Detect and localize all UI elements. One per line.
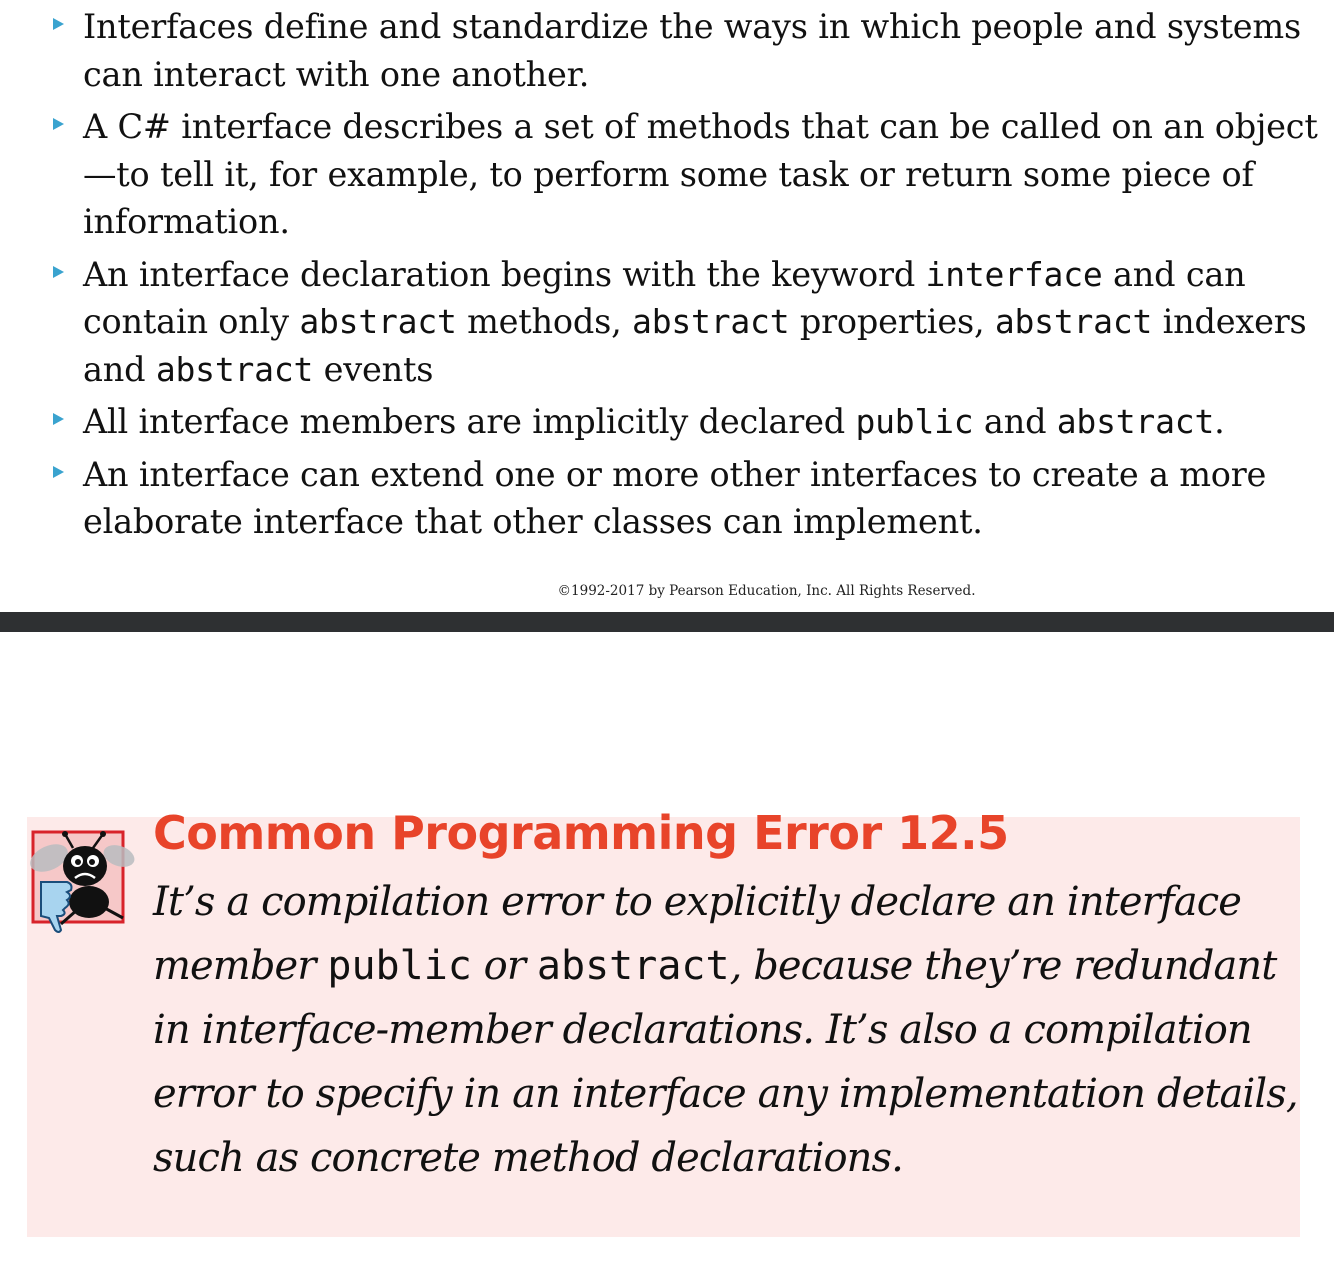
bullet-item <box>52 451 1322 546</box>
copyright-notice: ©1992-2017 by Pearson Education, Inc. All Rights Reserved. <box>557 583 976 599</box>
code-keyword: abstract <box>632 302 790 341</box>
text-run: An interface declaration begins with the keyword <box>83 254 926 294</box>
bullet-item <box>52 398 1322 446</box>
bullet-item <box>52 251 1322 394</box>
text-run: events <box>313 349 434 389</box>
text-run: methods, <box>456 302 633 341</box>
bullet-list <box>52 3 1322 551</box>
bullet-text <box>83 7 1301 94</box>
bullet-arrow-icon <box>53 118 64 130</box>
code-keyword: abstract <box>299 302 457 341</box>
bullet-arrow-icon <box>53 466 64 478</box>
code-keyword: abstract <box>155 349 314 389</box>
bullet-text <box>83 107 1318 241</box>
code-keyword: abstract <box>536 943 730 989</box>
text-run: and <box>973 402 1057 441</box>
text-run: Interfaces define and standardize the ways in which people and systems can interact with one another. <box>83 7 1301 94</box>
text-run: or <box>471 943 537 989</box>
bullet-item <box>52 103 1322 246</box>
bullet-text <box>83 402 1225 441</box>
bullet-arrow-icon <box>53 18 64 30</box>
slide-divider <box>0 612 1334 632</box>
code-keyword: public <box>855 402 974 441</box>
text-run: properties, <box>789 302 995 341</box>
code-keyword: public <box>327 943 472 989</box>
text-run: It’s a compilation error to explicitly declare an interface member <box>153 879 1241 989</box>
text-run: All interface members are implicitly declared <box>83 402 856 441</box>
bullet-text <box>83 455 1266 542</box>
code-keyword: abstract <box>1056 402 1215 441</box>
slide-content <box>0 0 1334 612</box>
text-run: and can contain only <box>83 254 1246 341</box>
text-run: An interface can extend one or more other interfaces to create a more elaborate interface that other classes can implement. <box>83 454 1267 541</box>
code-keyword: abstract <box>994 302 1153 341</box>
text-run: A C# interface describes a set of methods that can be called on an object—to tell it, for example, to perform some task or return some piece of information. <box>83 107 1318 241</box>
bullet-arrow-icon <box>53 266 64 278</box>
error-title: Common Programming Error 12.5 <box>153 806 1009 860</box>
bullet-item <box>52 3 1322 98</box>
text-run: , because they’re redundant in interface-member declarations. It’s also a compilation error to specify in an interface any implementation details, such as concrete method declarations. <box>153 943 1298 1181</box>
text-run: indexers and <box>83 302 1307 389</box>
bug-thumbs-down-icon <box>27 826 139 938</box>
bullet-arrow-icon <box>53 413 64 425</box>
error-body-text <box>153 870 1298 1190</box>
code-keyword: interface <box>925 254 1103 294</box>
bullet-text <box>83 255 1307 389</box>
text-run: . <box>1214 402 1225 441</box>
